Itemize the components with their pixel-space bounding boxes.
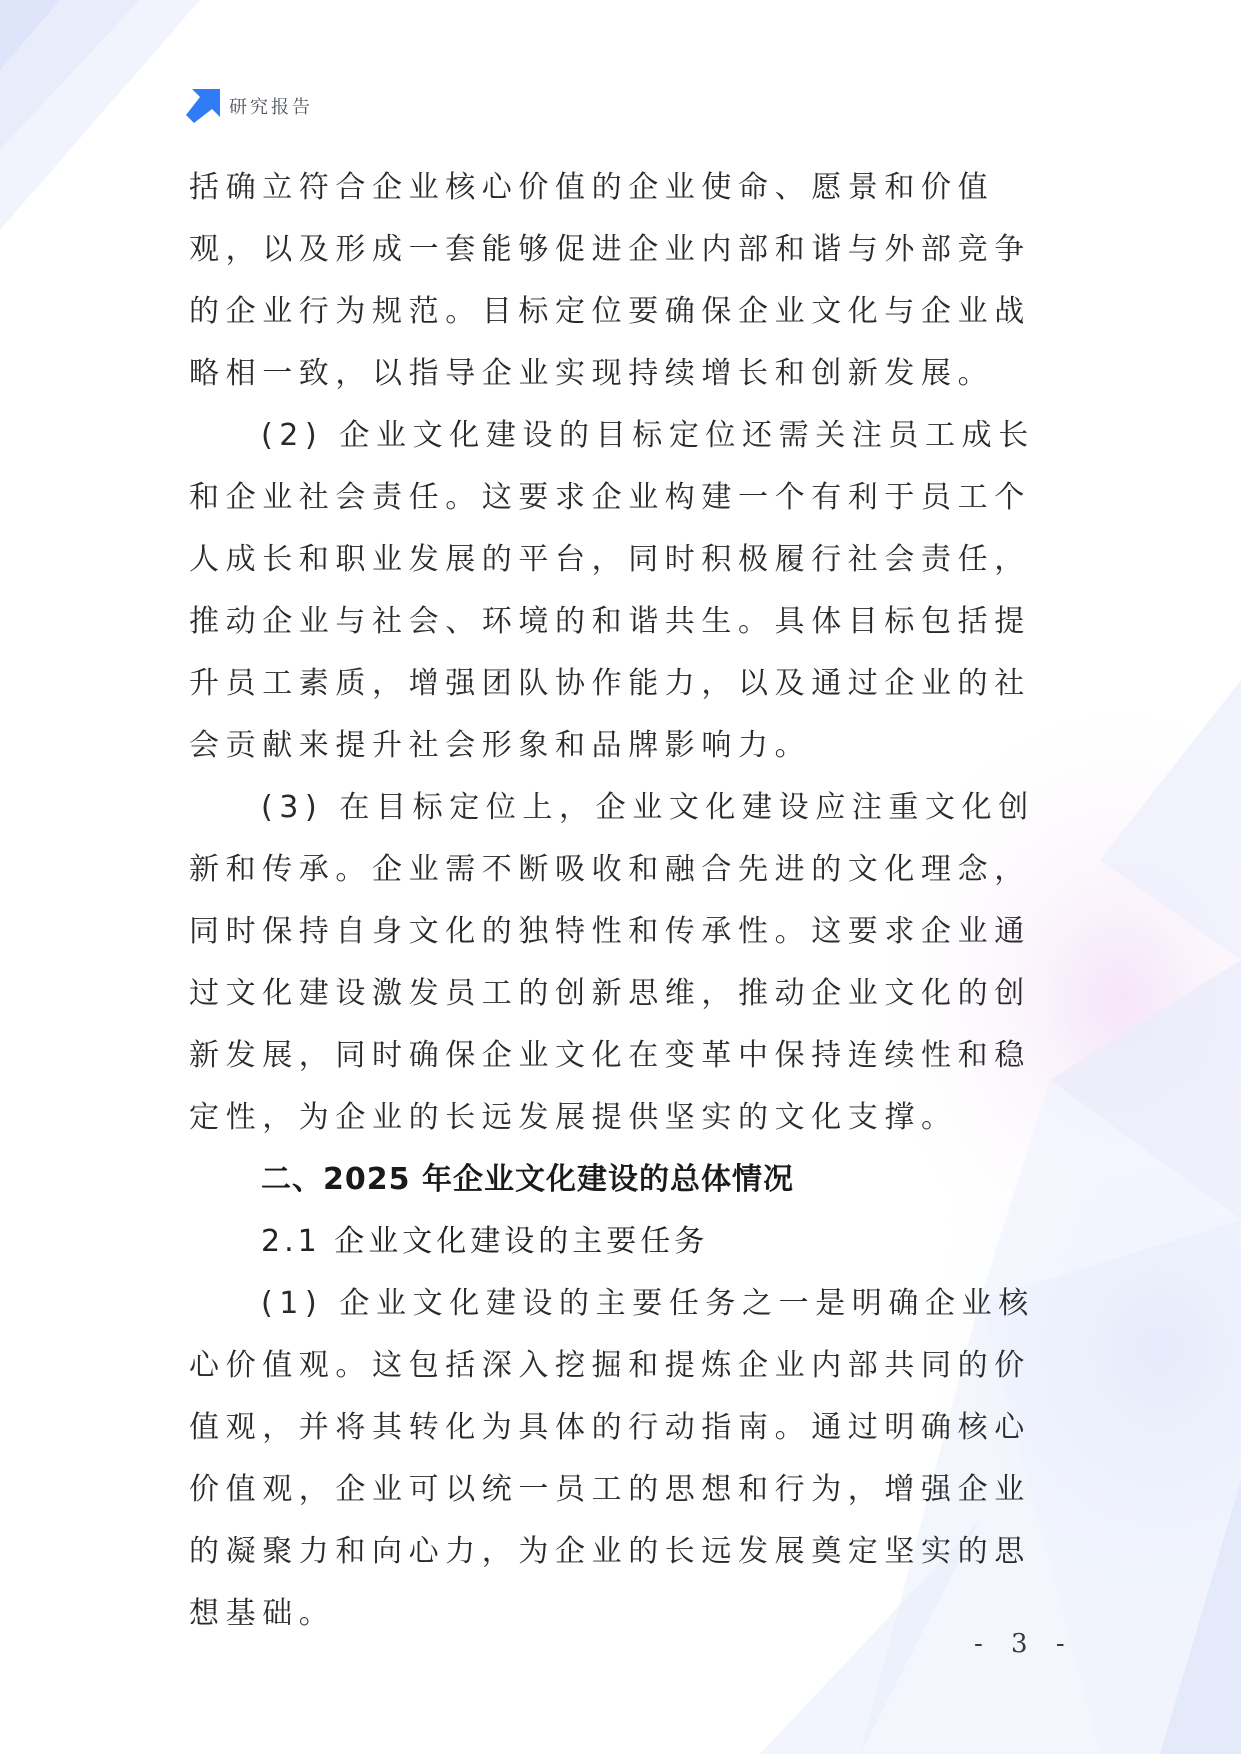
body-paragraph: (3) 在目标定位上，企业文化建设应注重文化创新和传承。企业需不断吸收和融合先进的文化理念，同时保持自身文化的独特性和传承性。这要求企业通过文化建设激发员工的创新思维，推动企业文化的创新发展，同时确保企业文化在变革中保持连续性和稳定性，为企业的长远发展提供坚实的文化支撑。 (189, 790, 1035, 1135)
body-paragraph: (1) 企业文化建设的主要任务之一是明确企业核心价值观。这包括深入挖掘和提炼企业内部共同的价值观，并将其转化为具体的行动指南。通过明确核心价值观，企业可以统一员工的思想和行为，增强企业的凝聚力和向心力，为企业的长远发展奠定坚实的思想基础。 (189, 1286, 1035, 1631)
body-paragraph: (2) 企业文化建设的目标定位还需关注员工成长和企业社会责任。这要求企业构建一个有利于员工个人成长和职业发展的平台，同时积极履行社会责任，推动企业与社会、环境的和谐共生。具体目标包括提升员工素质，增强团队协作能力，以及通过企业的社会贡献来提升社会形象和品牌影响力。 (189, 418, 1035, 763)
body-paragraph: 括确立符合企业核心价值的企业使命、愿景和价值观，以及形成一套能够促进企业内部和谐与外部竞争的企业行为规范。目标定位要确保企业文化与企业战略相一致，以指导企业实现持续增长和创新发展。 (189, 170, 1031, 391)
subsection-heading: 2.1 企业文化建设的主要任务 (261, 1224, 709, 1259)
section-heading: 二、2025 年企业文化建设的总体情况 (261, 1162, 794, 1197)
document-body (189, 157, 1053, 1645)
report-header (186, 88, 313, 124)
page-number: - 3 - (974, 1629, 1075, 1659)
header-title: 研究报告 (229, 97, 313, 118)
arrow-up-right-icon (186, 89, 220, 123)
